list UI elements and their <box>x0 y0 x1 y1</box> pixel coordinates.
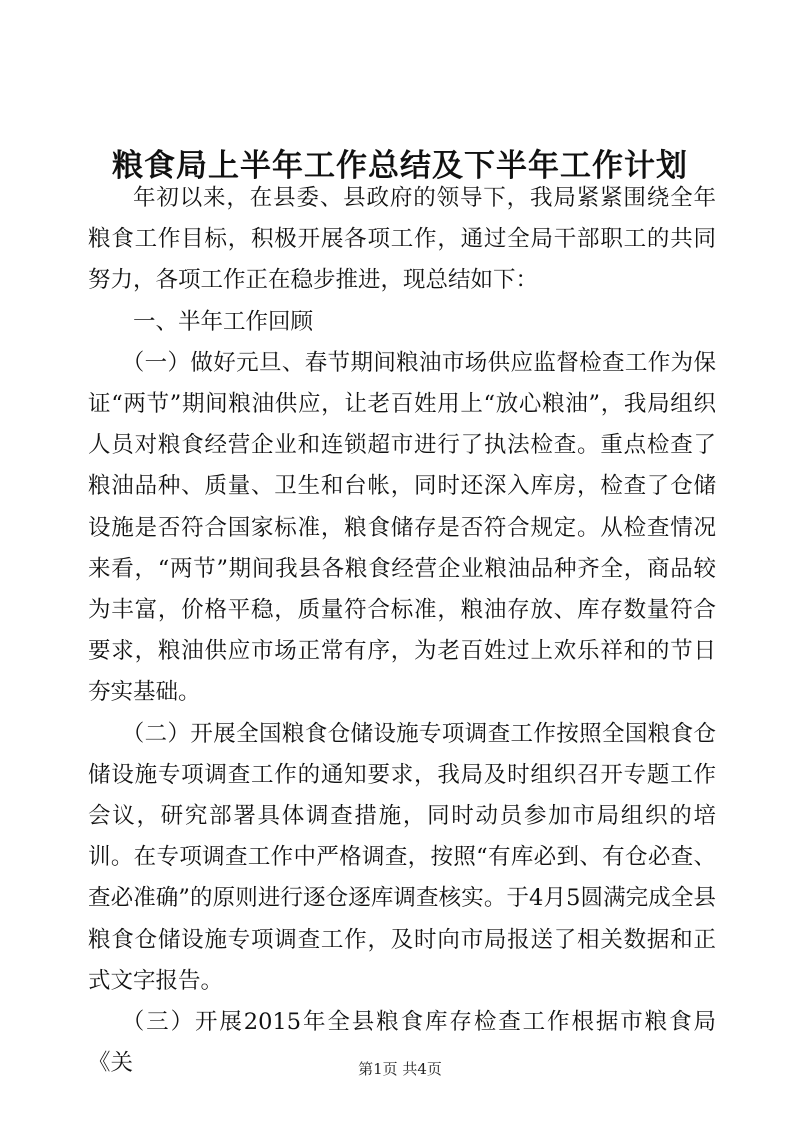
section-heading: 一、半年工作回顾 <box>133 308 314 335</box>
page-footer: 第1页 共4页 <box>358 1060 442 1078</box>
paragraph-item-3: （三）开展2015年全县粮食库存检查工作根据市粮食局《关 <box>88 1009 716 1077</box>
document-body <box>88 178 716 1084</box>
paragraph-intro: 年初以来，在县委、县政府的领导下，我局紧紧围绕全年粮食工作目标，积极开展各项工作，通过全局干部职工的共同努力，各项工作正在稳步推进，现总结如下： <box>88 185 716 294</box>
paragraph-item-1: （一）做好元旦、春节期间粮油市场供应监督检查工作为保证“两节”期间粮油供应，让老百姓用上“放心粮油”，我局组织人员对粮食经营企业和连锁超市进行了执法检查。重点检查了粮油品种、质量、卫生和台帐，同时还深入库房，检查了仓储设施是否符合国家标准，粮食储存是否符合规定。从检查情况来看，“两节”期间我县各粮食经营企业粮油品种齐全，商品较为丰富，价格平稳，质量符合标准，粮油存放、库存数量符合要求，粮油供应市场正常有序，为老百姓过上欢乐祥和的节日夯实基础。 <box>88 349 716 706</box>
paragraph-item-2: （二）开展全国粮食仓储设施专项调查工作按照全国粮食仓储设施专项调查工作的通知要求，我局及时组织召开专题工作会议，研究部署具体调查措施，同时动员参加市局组织的培训。在专项调查工作中严格调查，按照“有库必到、有仓必查、查必准确”的原则进行逐仓逐库调查核实。于4月5圆满完成全县粮食仓储设施专项调查工作，及时向市局报送了相关数据和正式文字报告。 <box>88 720 716 994</box>
document-title: 粮食局上半年工作总结及下半年工作计划 <box>112 148 688 184</box>
